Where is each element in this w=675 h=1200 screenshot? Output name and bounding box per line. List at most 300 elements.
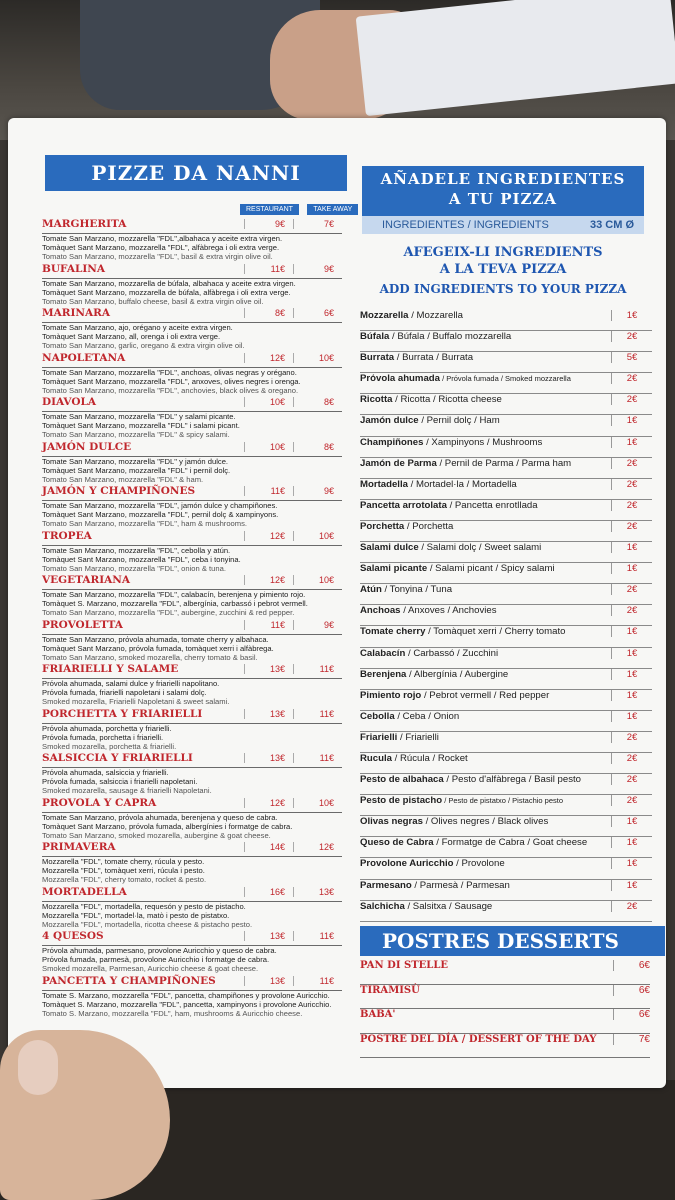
pizza-name: PROVOLETTA bbox=[42, 618, 123, 631]
ingredient-name-translations: / Pernil de Parma / Parma ham bbox=[436, 457, 572, 469]
ingredient-name-translations: / Ceba / Onion bbox=[394, 710, 460, 722]
ingredient-name-es: Jamón de Parma bbox=[360, 457, 437, 469]
pizza-price-takeaway: 10€ bbox=[293, 575, 342, 585]
pizza-price-restaurant: 10€ bbox=[244, 397, 293, 407]
dessert-row bbox=[360, 1034, 650, 1059]
pizza-price-restaurant: 8€ bbox=[244, 308, 293, 318]
dessert-name: PAN DI STELLE bbox=[360, 960, 448, 971]
ingredient-name bbox=[360, 774, 611, 785]
ingredient-row bbox=[360, 858, 652, 879]
ingredient-name bbox=[360, 542, 611, 553]
pizza-desc-es: Tomate San Marzano, mozzarella "FDL", anchoas, olivas negras y orégano. bbox=[42, 367, 297, 377]
ingredient-name-es: Búfala bbox=[360, 331, 390, 343]
ingredient-name-translations: / Salami dolç / Sweet salami bbox=[418, 542, 542, 554]
ingredient-name-es: Anchoas bbox=[360, 605, 401, 617]
pizza-desc-ca: Tomàquet Sant Marzano, all, orenga i oli extra verge. bbox=[42, 332, 221, 341]
ingredient-name-es: Pesto de pistacho bbox=[360, 795, 443, 807]
ingredient-name-translations: / Anxoves / Anchovies bbox=[400, 605, 497, 617]
pizza-desc-es: Mozzarella "FDL", mortadella, requesón y pesto de pistacho. bbox=[42, 901, 246, 911]
pizza-item bbox=[42, 663, 342, 706]
pizza-desc-ca: Tomàquet Sant Marzano, mozzarella "FDL", pernil dolç & xampinyons. bbox=[42, 510, 279, 519]
ingredient-name-translations: / Burrata / Burrata bbox=[394, 352, 474, 364]
ingredient-price: 2€ bbox=[611, 479, 652, 490]
ingredients-title-line1: AÑADELE INGREDIENTES bbox=[380, 170, 626, 188]
ingredient-name-translations: / Friarielli bbox=[397, 731, 439, 743]
pizza-desc-en: Mozzarella "FDL", cherry tomato, rocket & pesto. bbox=[42, 875, 207, 884]
ingredient-price: 5€ bbox=[611, 352, 652, 363]
pizza-price-restaurant: 14€ bbox=[244, 842, 293, 852]
ingredient-name-es: Cebolla bbox=[360, 710, 395, 722]
pizza-desc-ca: Tomàquet Sant Marzano, mozzarella "FDL" i salami picant. bbox=[42, 421, 240, 430]
ingredient-row bbox=[360, 690, 652, 711]
pizza-item bbox=[42, 485, 342, 528]
ingredient-name-es: Olivas negras bbox=[360, 816, 423, 828]
pizza-desc-ca: Prόvola fumada, friarielli napoletani i salami dolç. bbox=[42, 688, 207, 697]
ingredient-name-translations: / Albergínia / Aubergine bbox=[406, 668, 509, 680]
pizza-desc-en: Smoked mozarella, sausage & friarielli Napoletani. bbox=[42, 786, 212, 795]
pizza-desc-es: Prόvola ahumada, parmesano, provolone Auricchio y queso de cabra. bbox=[42, 946, 277, 955]
pizza-item bbox=[42, 708, 342, 751]
pizza-name: JAMÓN DULCE bbox=[42, 440, 132, 453]
ingredient-price: 1€ bbox=[611, 690, 652, 701]
ingredient-name-translations: / Mozzarella bbox=[408, 310, 463, 321]
ingredient-name-es: Mortadella bbox=[360, 478, 408, 490]
pizza-desc-es: Tomate San Marzano, prόvola ahumada, tomate cherry y albahaca. bbox=[42, 634, 269, 644]
ingredient-name bbox=[360, 437, 611, 448]
ingredient-row bbox=[360, 880, 652, 901]
ingredient-name-translations: / Salsitxa / Sausage bbox=[404, 900, 493, 912]
pizza-desc-en: Tomato San Marzano, mozzarella "FDL" & spicy salami. bbox=[42, 430, 230, 439]
dessert-row bbox=[360, 960, 650, 985]
ingredient-row bbox=[360, 500, 652, 521]
ingredient-name bbox=[360, 500, 611, 511]
ingredient-name-es: Ricotta bbox=[360, 394, 393, 406]
pizza-name: MORTADELLA bbox=[42, 885, 127, 898]
pizza-row bbox=[42, 752, 342, 768]
pizza-name: 4 QUESOS bbox=[42, 930, 104, 942]
pizza-name: MARINARA bbox=[42, 307, 111, 319]
ingredient-price: 1€ bbox=[611, 711, 652, 722]
pizza-size: 33 CM Ø bbox=[589, 219, 634, 231]
desserts-section-title: POSTRES DESSERTS bbox=[360, 926, 665, 956]
pizza-price-restaurant: 13€ bbox=[244, 664, 293, 674]
ingredient-row bbox=[360, 352, 652, 373]
pizza-row bbox=[42, 441, 342, 457]
ingredient-row bbox=[360, 415, 652, 436]
ingredient-name-translations: / Pebrot vermell / Red pepper bbox=[421, 689, 550, 701]
pizza-item bbox=[42, 930, 342, 973]
ingredients-section-title bbox=[362, 166, 644, 217]
ingredient-row bbox=[360, 837, 652, 858]
pizza-row bbox=[42, 352, 342, 368]
pizza-name: BUFALINA bbox=[42, 262, 106, 275]
pizza-desc-ca: Tomàquet Sant Marzano, mozzarella "FDL", anxoves, olives negres i orenga. bbox=[42, 376, 301, 386]
ingredients-subtitle-ca bbox=[362, 244, 644, 278]
pizza-desc-ca: Mozzarella "FDL", tomàquet xerri, rúcula i pesto. bbox=[42, 866, 205, 875]
pizza-desc-en: Smoked mozarella, Parmesan, Auricchio cheese & goat cheese. bbox=[42, 964, 259, 973]
pizza-desc-es: Tomate San Marzano, mozzarella "FDL" y salami picante. bbox=[42, 412, 236, 421]
pizza-desc-en: Tomato San Marzano, buffalo cheese, basil & extra virgin olive oil. bbox=[42, 296, 264, 306]
ingredient-name-translations: / Pernil dolç / Ham bbox=[418, 415, 500, 427]
pizza-desc-ca: Tomàquet Sant Marzano, mozzarella "FDL" i pernil dolç. bbox=[42, 465, 231, 475]
ingredient-name-es: Queso de Cabra bbox=[360, 837, 434, 849]
ingredient-price: 2€ bbox=[611, 901, 652, 912]
pizza-desc-es: Prόvola ahumada, salami dulce y friarielli napolitano. bbox=[42, 679, 220, 688]
pizza-desc-ca: Tomàquet Sant Marzano, mozzarella "FDL", alfàbrega i oli extra verge. bbox=[42, 243, 280, 252]
pizza-row bbox=[42, 396, 342, 412]
pizza-desc-en: Tomato San Marzano, mozzarella "FDL", aubergine, zucchini & red pepper. bbox=[42, 608, 295, 617]
ingredient-price: 2€ bbox=[611, 373, 652, 384]
ingredient-price: 2€ bbox=[611, 732, 652, 743]
pizza-name: PROVOLA Y CAPRA bbox=[42, 796, 157, 809]
ingredient-row bbox=[360, 394, 652, 415]
ingredient-row bbox=[360, 669, 652, 690]
ingredients-subtitle-ca-line1: AFEGEIX-LI INGREDIENTS bbox=[403, 245, 603, 260]
pizza-desc-ca: Tomàquet Sant Marzano, mozzarella "FDL", ceba i tonyina. bbox=[42, 554, 241, 564]
pizza-name: DIAVOLA bbox=[42, 396, 97, 408]
pizza-item bbox=[42, 441, 342, 484]
pizza-row bbox=[42, 708, 342, 724]
dessert-name: BABA' bbox=[360, 1009, 396, 1020]
pizza-price-takeaway: 6€ bbox=[293, 308, 342, 318]
ingredient-name-es: Mozzarella bbox=[360, 310, 409, 321]
pizza-desc-es: Tomate San Marzano, prόvola ahumada, berenjena y queso de cabra. bbox=[42, 812, 278, 822]
ingredient-row bbox=[360, 479, 652, 500]
pizza-row bbox=[42, 886, 342, 902]
ingredient-name bbox=[360, 858, 611, 869]
pizza-name: PORCHETTA Y FRIARIELLI bbox=[42, 707, 203, 720]
ingredient-row bbox=[360, 437, 652, 458]
dessert-price: 6€ bbox=[613, 960, 650, 971]
pizza-desc-ca: Tomàquet Sant Marzano, prόvola fumada, tomàquet xerri i alfàbrega. bbox=[42, 643, 274, 653]
ingredient-row bbox=[360, 795, 652, 816]
ingredient-name bbox=[360, 479, 611, 490]
pizza-row bbox=[42, 797, 342, 813]
pizza-item bbox=[42, 841, 342, 884]
ingredients-bar-label: INGREDIENTES / INGREDIENTS bbox=[382, 219, 549, 231]
pizza-item bbox=[42, 975, 342, 1018]
pizza-desc-en: Tomato San Marzano, smoked mozarella, aubergine & goat cheese. bbox=[42, 830, 271, 840]
pizza-desc-ca: Prόvola fumada, parmesà, provolone Auricchio i formatge de cabra. bbox=[42, 955, 270, 964]
pizza-row bbox=[42, 530, 342, 546]
pizza-desc-es: Tomate San Marzano, mozzarella "FDL", jamón dulce y champiñones. bbox=[42, 501, 278, 510]
ingredient-name bbox=[360, 394, 611, 405]
pizza-desc-es: Tomate S. Marzano, mozzarella "FDL", pancetta, champiñones y provolone Auricchio. bbox=[42, 990, 330, 1000]
ingredient-price: 2€ bbox=[611, 774, 652, 785]
ingredient-name-es: Champiñones bbox=[360, 436, 424, 448]
ingredient-row bbox=[360, 901, 652, 922]
ingredient-name-es: Pimiento rojo bbox=[360, 689, 422, 701]
dessert-row bbox=[360, 985, 650, 1010]
pizza-row bbox=[42, 619, 342, 635]
pizza-item bbox=[42, 307, 342, 350]
pizza-price-takeaway: 10€ bbox=[293, 353, 342, 363]
pizza-desc-en: Smoked mozarella, Friarielli Napoletani & sweet salami. bbox=[42, 697, 230, 706]
pizza-item bbox=[42, 530, 342, 573]
pizza-price-takeaway: 11€ bbox=[293, 664, 342, 674]
pizza-list bbox=[42, 218, 342, 1019]
pizza-price-restaurant: 12€ bbox=[244, 575, 293, 585]
ingredient-name bbox=[360, 458, 611, 469]
service-tags bbox=[236, 198, 358, 216]
ingredient-row bbox=[360, 774, 652, 795]
ingredient-name-es: Atún bbox=[360, 584, 382, 596]
pizza-price-restaurant: 11€ bbox=[244, 264, 293, 274]
pizza-price-restaurant: 11€ bbox=[244, 486, 293, 496]
tag-takeaway: TAKE AWAY bbox=[307, 204, 358, 215]
pizza-item bbox=[42, 797, 342, 840]
pizza-price-takeaway: 9€ bbox=[293, 264, 342, 274]
pizza-desc-en: Tomato S. Marzano, mozzarella "FDL", ham, mushrooms & Auricchio cheese. bbox=[42, 1008, 303, 1018]
pizza-desc-en: Tomato San Marzano, garlic, oregano & extra virgin olive oil. bbox=[42, 341, 245, 350]
ingredient-row bbox=[360, 373, 652, 394]
ingredient-name-translations: / Parmesà / Parmesan bbox=[411, 879, 510, 891]
ingredient-name bbox=[360, 880, 611, 891]
ingredient-name-translations: / Salami picant / Spicy salami bbox=[427, 563, 555, 575]
pizza-desc-es: Tomate San Marzano, mozzarella de búfala, albahaca y aceite extra virgen. bbox=[42, 278, 296, 288]
ingredient-price: 1€ bbox=[611, 837, 652, 848]
pizza-desc-es: Tomate San Marzano, mozzarella "FDL", cebolla y atún. bbox=[42, 545, 231, 555]
pizza-price-takeaway: 9€ bbox=[293, 620, 342, 630]
pizza-price-restaurant: 12€ bbox=[244, 798, 293, 808]
ingredient-name bbox=[360, 753, 611, 764]
pizza-price-takeaway: 11€ bbox=[293, 753, 342, 763]
ingredient-row bbox=[360, 563, 652, 584]
ingredient-name bbox=[360, 901, 611, 912]
ingredient-name-es: Jamón dulce bbox=[360, 415, 419, 427]
ingredient-name-translations: / Tomàquet xerri / Cherry tomato bbox=[425, 626, 566, 638]
pizza-desc-en: Tomato San Marzano, mozzarella "FDL", basil & extra virgin olive oil. bbox=[42, 252, 273, 261]
pizza-desc-es: Tomate San Marzano, mozzarella "FDL" y jamón dulce. bbox=[42, 456, 229, 466]
pizza-desc-ca: Tomàquet S. Marzano, mozzarella "FDL", albergínia, carbassó i pebrot vermell. bbox=[42, 599, 308, 608]
ingredient-price: 2€ bbox=[611, 584, 652, 595]
ingredient-name-es: Parmesano bbox=[360, 879, 412, 891]
pizza-desc-ca: Mozzarella "FDL", mortadel·la, matò i pesto de pistatxo. bbox=[42, 910, 230, 920]
pizza-desc-ca: Tomàquet Sant Marzano, prόvola fumada, albergínies i formatge de cabra. bbox=[42, 821, 293, 831]
ingredient-price: 1€ bbox=[611, 437, 652, 448]
pizza-price-takeaway: 13€ bbox=[293, 887, 342, 897]
ingredient-row bbox=[360, 753, 652, 774]
ingredient-price: 1€ bbox=[611, 648, 652, 659]
pizza-price-takeaway: 9€ bbox=[293, 486, 342, 496]
ingredient-name-es: Tomate cherry bbox=[360, 626, 426, 638]
ingredient-name-es: Prόvola ahumada bbox=[360, 373, 440, 385]
ingredient-name-translations: / Pancetta enrotllada bbox=[446, 499, 538, 511]
ingredient-name-es: Pesto de albahaca bbox=[360, 774, 444, 786]
pizza-price-restaurant: 12€ bbox=[244, 353, 293, 363]
pizza-name: PRIMAVERA bbox=[42, 841, 116, 853]
dessert-name: POSTRE DEL DÍA / DESSERT OF THE DAY bbox=[360, 1033, 597, 1045]
ingredient-name-translations: / Pesto d'alfàbrega / Basil pesto bbox=[443, 774, 582, 786]
ingredient-name bbox=[360, 732, 611, 743]
ingredient-price: 2€ bbox=[611, 795, 652, 806]
ingredient-name bbox=[360, 711, 611, 722]
ingredient-name bbox=[360, 521, 611, 532]
ingredient-name bbox=[360, 669, 611, 680]
ingredient-name-es: Salami dulce bbox=[360, 542, 419, 554]
dessert-list bbox=[360, 960, 650, 1058]
pizza-desc-en: Tomato San Marzano, mozzarella "FDL", anchovies, black olives & oregano. bbox=[42, 385, 299, 395]
ingredient-name bbox=[360, 373, 611, 384]
pizza-desc-ca: Tomàquet S. Marzano, mozzarella "FDL", pancetta, xampinyons i provolone Auricchio. bbox=[42, 999, 332, 1009]
ingredient-price: 1€ bbox=[611, 858, 652, 869]
ingredient-name-translations: / Carbassó / Zucchini bbox=[405, 647, 499, 659]
pizza-price-takeaway: 12€ bbox=[293, 842, 342, 852]
ingredient-name-es: Porchetta bbox=[360, 520, 405, 532]
ingredient-name-es: Provolone Auricchio bbox=[360, 858, 454, 870]
ingredient-name-es: Friarielli bbox=[360, 731, 398, 743]
ingredient-name bbox=[360, 648, 611, 659]
ingredient-row bbox=[360, 584, 652, 605]
ingredient-name-translations: / Rúcula / Rocket bbox=[392, 752, 468, 764]
dessert-name: TIRAMISÙ bbox=[360, 984, 420, 996]
ingredient-row bbox=[360, 458, 652, 479]
pizza-name: VEGETARIANA bbox=[42, 574, 131, 586]
ingredient-name-translations: / Pesto de pistatxo / Pistachio pesto bbox=[442, 796, 564, 806]
ingredient-price: 1€ bbox=[611, 816, 652, 827]
ingredient-name-translations: / Ricotta / Ricotta cheese bbox=[392, 394, 502, 406]
pizza-row bbox=[42, 841, 342, 857]
pizza-price-restaurant: 13€ bbox=[244, 753, 293, 763]
pizza-price-takeaway: 8€ bbox=[293, 397, 342, 407]
pizza-price-restaurant: 9€ bbox=[244, 219, 293, 229]
pizza-row bbox=[42, 975, 342, 991]
pizza-item bbox=[42, 218, 342, 261]
pizza-price-takeaway: 11€ bbox=[293, 931, 342, 941]
pizza-price-takeaway: 7€ bbox=[293, 219, 342, 229]
ingredient-name-es: Pancetta arrotolata bbox=[360, 499, 447, 511]
menu-sheet bbox=[8, 118, 666, 1088]
pizza-desc-es: Tomate San Marzano, ajo, orégano y aceite extra virgen. bbox=[42, 323, 233, 332]
ingredients-subtitle-ca-line2: A LA TEVA PIZZA bbox=[439, 262, 567, 277]
pizza-row bbox=[42, 574, 342, 590]
ingredient-name-es: Calabacín bbox=[360, 647, 406, 659]
pizza-desc-en: Mozzarella "FDL", mortadella, ricotta cheese & pistacho pesto. bbox=[42, 919, 253, 929]
ingredient-name bbox=[360, 795, 611, 806]
ingredient-name-translations: / Búfala / Buffalo mozzarella bbox=[389, 331, 512, 343]
pizza-desc-ca: Prόvola fumada, porchetta i friarielli. bbox=[42, 732, 164, 742]
pizza-desc-en: Tomato San Marzano, smoked mozarella, cherry tomato & basil. bbox=[42, 652, 258, 662]
ingredient-row bbox=[360, 605, 652, 626]
pizza-price-takeaway: 10€ bbox=[293, 531, 342, 541]
dessert-row bbox=[360, 1009, 650, 1034]
pizza-desc-ca: Tomàquet Sant Marzano, mozzarella de búfala, alfàbrega i oli extra verge. bbox=[42, 287, 291, 297]
ingredient-name-translations: / Olives negres / Black olives bbox=[422, 816, 549, 828]
pizza-row bbox=[42, 307, 342, 323]
pizza-name: NAPOLETANA bbox=[42, 351, 126, 364]
ingredients-bar bbox=[362, 216, 644, 234]
pizza-name: SALSICCIA Y FRIARIELLI bbox=[42, 752, 193, 764]
ingredient-price: 1€ bbox=[611, 542, 652, 553]
ingredient-name bbox=[360, 837, 611, 848]
pizza-row bbox=[42, 218, 342, 234]
pizza-name: JAMÓN Y CHAMPIÑONES bbox=[42, 485, 196, 497]
ingredient-row bbox=[360, 711, 652, 732]
pizza-desc-en: Smoked mozarella, porchetta & friarielli. bbox=[42, 741, 177, 751]
pizza-row bbox=[42, 663, 342, 679]
thumb-nail bbox=[18, 1040, 58, 1095]
pizza-price-takeaway: 10€ bbox=[293, 798, 342, 808]
ingredient-name-es: Rucula bbox=[360, 752, 392, 764]
pizza-name: TROPEA bbox=[42, 529, 92, 542]
ingredient-price: 2€ bbox=[611, 753, 652, 764]
pizza-item bbox=[42, 396, 342, 439]
ingredient-name bbox=[360, 310, 611, 321]
ingredient-name-translations: / Porchetta bbox=[404, 520, 454, 532]
ingredient-row bbox=[360, 816, 652, 837]
pizza-desc-en: Tomato San Marzano, mozzarella "FDL", ham & mushrooms. bbox=[42, 519, 248, 528]
ingredient-price: 2€ bbox=[611, 605, 652, 616]
pizza-price-takeaway: 11€ bbox=[293, 709, 342, 719]
ingredient-row bbox=[360, 521, 652, 542]
pizza-price-restaurant: 13€ bbox=[244, 931, 293, 941]
ingredient-name-es: Burrata bbox=[360, 352, 395, 364]
pizza-item bbox=[42, 752, 342, 795]
ingredient-name-translations: / Xampinyons / Mushrooms bbox=[423, 436, 543, 448]
pizza-item bbox=[42, 619, 342, 662]
ingredient-name-es: Berenjena bbox=[360, 668, 407, 680]
pizza-row bbox=[42, 485, 342, 501]
ingredient-price: 1€ bbox=[611, 310, 652, 321]
pizza-desc-es: Tomate San Marzano, mozzarella "FDL", calabacín, berenjena y pimiento rojo. bbox=[42, 590, 306, 599]
ingredient-price: 2€ bbox=[611, 394, 652, 405]
ingredient-row bbox=[360, 648, 652, 669]
ingredients-title-line2: A TU PIZZA bbox=[448, 190, 558, 208]
pizza-price-takeaway: 8€ bbox=[293, 442, 342, 452]
ingredient-name bbox=[360, 563, 611, 574]
pizza-desc-es: Prόvola ahumada, salsiccia y friarielli. bbox=[42, 768, 169, 777]
pizza-row bbox=[42, 930, 342, 946]
ingredient-name-translations: / Mortadel·la / Mortadella bbox=[407, 478, 517, 490]
ingredient-name bbox=[360, 605, 611, 616]
ingredient-price: 2€ bbox=[611, 521, 652, 532]
tag-restaurant: RESTAURANT bbox=[240, 204, 299, 215]
ingredient-row bbox=[360, 542, 652, 563]
pizza-desc-en: Tomato San Marzano, mozzarella "FDL" & ham. bbox=[42, 474, 204, 484]
ingredient-name-translations: / Prόvola fumada / Smoked mozzarella bbox=[439, 374, 571, 384]
pizza-item bbox=[42, 886, 342, 929]
pizza-price-restaurant: 12€ bbox=[244, 531, 293, 541]
pizza-price-restaurant: 13€ bbox=[244, 709, 293, 719]
pizza-row bbox=[42, 263, 342, 279]
pizza-item bbox=[42, 352, 342, 395]
ingredient-name-translations: / Tonyina / Tuna bbox=[381, 584, 453, 596]
pizza-price-restaurant: 11€ bbox=[244, 620, 293, 630]
pizza-desc-es: Mozzarella "FDL", tomate cherry, rúcula y pesto. bbox=[42, 857, 205, 866]
ingredient-name bbox=[360, 584, 611, 595]
pizza-section-title: PIZZE DA NANNI bbox=[45, 155, 347, 191]
ingredient-name-es: Salami picante bbox=[360, 563, 428, 575]
ingredient-name bbox=[360, 415, 611, 426]
dessert-price: 6€ bbox=[613, 1009, 650, 1020]
pizza-price-restaurant: 10€ bbox=[244, 442, 293, 452]
pizza-desc-es: Prόvola ahumada, porchetta y friarielli. bbox=[42, 723, 172, 733]
ingredient-name-translations: / Formatge de Cabra / Goat cheese bbox=[433, 837, 588, 849]
ingredient-row bbox=[360, 331, 652, 352]
ingredient-price: 1€ bbox=[611, 415, 652, 426]
pizza-desc-es: Tomate San Marzano, mozzarella "FDL",albahaca y aceite extra virgen. bbox=[42, 234, 283, 243]
pizza-desc-en: Tomato San Marzano, mozzarella "FDL", onion & tuna. bbox=[42, 563, 226, 573]
pizza-item bbox=[42, 263, 342, 306]
ingredient-row bbox=[360, 626, 652, 647]
ingredient-price: 1€ bbox=[611, 880, 652, 891]
ingredient-name bbox=[360, 690, 611, 701]
pizza-name: FRIARIELLI Y SALAME bbox=[42, 663, 179, 675]
ingredient-price: 1€ bbox=[611, 669, 652, 680]
ingredient-price: 1€ bbox=[611, 626, 652, 637]
dessert-price: 6€ bbox=[613, 985, 650, 996]
ingredient-price: 2€ bbox=[611, 500, 652, 511]
